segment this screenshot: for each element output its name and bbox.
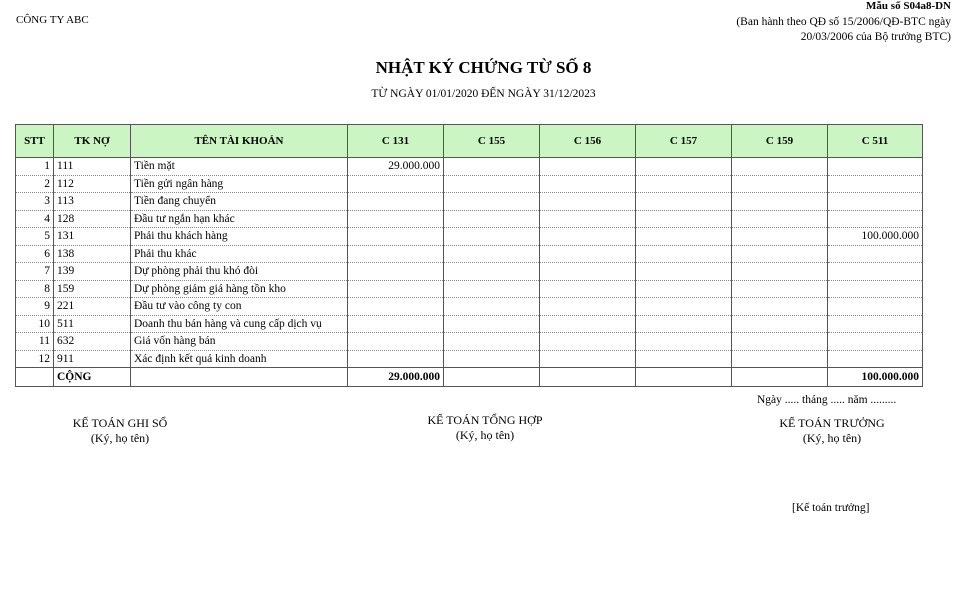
cell-c131 (348, 333, 444, 351)
cell-c159 (732, 158, 828, 176)
cell-c157 (636, 193, 732, 211)
cell-c511 (828, 193, 923, 211)
cell-c155 (444, 333, 540, 351)
cell-c156 (540, 298, 636, 316)
total-row (16, 368, 923, 387)
cell-c511: 100.000.000 (828, 228, 923, 246)
cell-c159 (732, 245, 828, 263)
cell-c156 (540, 333, 636, 351)
signature-note: (Ký, họ tên) (455, 428, 515, 442)
total-c156 (540, 368, 636, 387)
cell-account-name: Tiền gửi ngân hàng (131, 175, 348, 193)
cell-c131 (348, 350, 444, 368)
cell-c155 (444, 263, 540, 281)
cell-c157 (636, 263, 732, 281)
company-name: CÔNG TY ABC (16, 14, 89, 26)
cell-account-name: Xác định kết quả kinh doanh (131, 350, 348, 368)
table-row (16, 298, 923, 316)
cell-c131 (348, 228, 444, 246)
column-header-account-name: TÊN TÀI KHOẢN (131, 125, 348, 158)
table-row (16, 263, 923, 281)
column-header-c155: C 155 (444, 125, 540, 158)
signature-note: (Ký, họ tên) (90, 431, 150, 445)
cell-stt: 4 (16, 210, 54, 228)
column-header-tk-no: TK NỢ (54, 125, 131, 158)
cell-c131 (348, 315, 444, 333)
cell-c155 (444, 315, 540, 333)
cell-stt: 5 (16, 228, 54, 246)
cell-c157 (636, 350, 732, 368)
chief-accountant-name: [Kế toán trưởng] (792, 502, 870, 514)
column-header-c159: C 159 (732, 125, 828, 158)
signature-title: KẾ TOÁN TỔNG HỢP (427, 413, 543, 427)
signature-bookkeeper (40, 416, 200, 446)
cell-c131 (348, 263, 444, 281)
cell-tk-no: 131 (54, 228, 131, 246)
report-period: TỪ NGÀY 01/01/2020 ĐẾN NGÀY 31/12/2023 (371, 88, 596, 100)
cell-c159 (732, 210, 828, 228)
signature-title: KẾ TOÁN GHI SỔ (72, 416, 168, 430)
cell-c511 (828, 298, 923, 316)
column-header-c157: C 157 (636, 125, 732, 158)
cell-c159 (732, 175, 828, 193)
form-note (651, 15, 951, 45)
cell-c159 (732, 315, 828, 333)
cell-c157 (636, 315, 732, 333)
cell-c131: 29.000.000 (348, 158, 444, 176)
cell-c155 (444, 280, 540, 298)
cell-tk-no: 113 (54, 193, 131, 211)
cell-c156 (540, 175, 636, 193)
cell-c511 (828, 280, 923, 298)
table-row (16, 158, 923, 176)
cell-account-name: Đầu tư vào công ty con (131, 298, 348, 316)
table-row (16, 315, 923, 333)
signature-title: KẾ TOÁN TRƯỞNG (779, 416, 885, 430)
cell-c159 (732, 228, 828, 246)
cell-c131 (348, 193, 444, 211)
cell-account-name: Doanh thu bán hàng và cung cấp dịch vụ (131, 315, 348, 333)
total-label: CỘNG (54, 368, 131, 387)
cell-tk-no: 632 (54, 333, 131, 351)
cell-tk-no: 138 (54, 245, 131, 263)
total-c159 (732, 368, 828, 387)
cell-c155 (444, 210, 540, 228)
cell-account-name: Phải thu khách hàng (131, 228, 348, 246)
cell-c156 (540, 158, 636, 176)
table-row (16, 350, 923, 368)
column-header-c511: C 511 (828, 125, 923, 158)
cell-c159 (732, 350, 828, 368)
table-row (16, 245, 923, 263)
cell-c155 (444, 228, 540, 246)
cell-tk-no: 911 (54, 350, 131, 368)
cell-tk-no: 128 (54, 210, 131, 228)
cell-account-name: Tiền đang chuyển (131, 193, 348, 211)
cell-tk-no: 112 (54, 175, 131, 193)
cell-c155 (444, 158, 540, 176)
cell-c511 (828, 263, 923, 281)
cell-tk-no: 511 (54, 315, 131, 333)
cell-stt (16, 368, 54, 387)
cell-c155 (444, 298, 540, 316)
cell-c157 (636, 280, 732, 298)
total-c157 (636, 368, 732, 387)
cell-c511 (828, 175, 923, 193)
cell-c511 (828, 333, 923, 351)
cell-c156 (540, 280, 636, 298)
cell-tk-no: 139 (54, 263, 131, 281)
cell-stt: 8 (16, 280, 54, 298)
cell-c159 (732, 280, 828, 298)
cell-c156 (540, 210, 636, 228)
cell-c511 (828, 158, 923, 176)
cell-c156 (540, 263, 636, 281)
cell-c131 (348, 298, 444, 316)
cell-tk-no: 221 (54, 298, 131, 316)
cell-c131 (348, 245, 444, 263)
cell-stt: 3 (16, 193, 54, 211)
cell-stt: 10 (16, 315, 54, 333)
table-row (16, 228, 923, 246)
cell-account-name (131, 368, 348, 387)
form-note-line-2: 20/03/2006 của Bộ trưởng BTC) (800, 31, 951, 43)
table-header-row (16, 125, 923, 158)
table-row (16, 193, 923, 211)
cell-c157 (636, 210, 732, 228)
cell-c155 (444, 193, 540, 211)
cell-c155 (444, 175, 540, 193)
table-row (16, 280, 923, 298)
cell-c155 (444, 245, 540, 263)
cell-c156 (540, 245, 636, 263)
cell-stt: 2 (16, 175, 54, 193)
cell-account-name: Đầu tư ngắn hạn khác (131, 210, 348, 228)
form-note-line-1: (Ban hành theo QĐ số 15/2006/QĐ-BTC ngày (736, 16, 951, 28)
table-row (16, 210, 923, 228)
table-row (16, 175, 923, 193)
cell-c156 (540, 315, 636, 333)
cell-c155 (444, 350, 540, 368)
cell-c157 (636, 245, 732, 263)
cell-c156 (540, 350, 636, 368)
cell-stt: 1 (16, 158, 54, 176)
cell-c511 (828, 350, 923, 368)
cell-c157 (636, 158, 732, 176)
cell-c131 (348, 210, 444, 228)
cell-c159 (732, 333, 828, 351)
column-header-c156: C 156 (540, 125, 636, 158)
cell-c156 (540, 193, 636, 211)
cell-stt: 11 (16, 333, 54, 351)
cell-c157 (636, 333, 732, 351)
report-title: NHẬT KÝ CHỨNG TỪ SỐ 8 (375, 58, 592, 77)
signature-note: (Ký, họ tên) (802, 431, 862, 445)
cell-tk-no: 111 (54, 158, 131, 176)
cell-account-name: Tiền mặt (131, 158, 348, 176)
column-header-stt: STT (16, 125, 54, 158)
cell-c511 (828, 245, 923, 263)
form-code: Mẫu số S04a8-DN (866, 0, 951, 12)
cell-account-name: Dự phòng phải thu khó đòi (131, 263, 348, 281)
cell-c157 (636, 175, 732, 193)
column-header-c131: C 131 (348, 125, 444, 158)
sign-date-line: Ngày ..... tháng ..... năm ......... (757, 394, 897, 406)
signature-chief-accountant (752, 416, 912, 446)
cell-c159 (732, 263, 828, 281)
cell-c157 (636, 228, 732, 246)
total-c155 (444, 368, 540, 387)
total-c511: 100.000.000 (828, 368, 923, 387)
cell-c156 (540, 228, 636, 246)
cell-c511 (828, 315, 923, 333)
cell-stt: 9 (16, 298, 54, 316)
cell-c159 (732, 193, 828, 211)
cell-c511 (828, 210, 923, 228)
table-row (16, 333, 923, 351)
cell-account-name: Dự phòng giảm giá hàng tồn kho (131, 280, 348, 298)
cell-account-name: Phải thu khác (131, 245, 348, 263)
total-c131: 29.000.000 (348, 368, 444, 387)
cell-c157 (636, 298, 732, 316)
cell-stt: 7 (16, 263, 54, 281)
signature-general-accountant (405, 413, 565, 443)
cell-c159 (732, 298, 828, 316)
cell-tk-no: 159 (54, 280, 131, 298)
cell-account-name: Giá vốn hàng bán (131, 333, 348, 351)
cell-stt: 12 (16, 350, 54, 368)
cell-c131 (348, 280, 444, 298)
journal-table (15, 124, 923, 387)
cell-c131 (348, 175, 444, 193)
cell-stt: 6 (16, 245, 54, 263)
